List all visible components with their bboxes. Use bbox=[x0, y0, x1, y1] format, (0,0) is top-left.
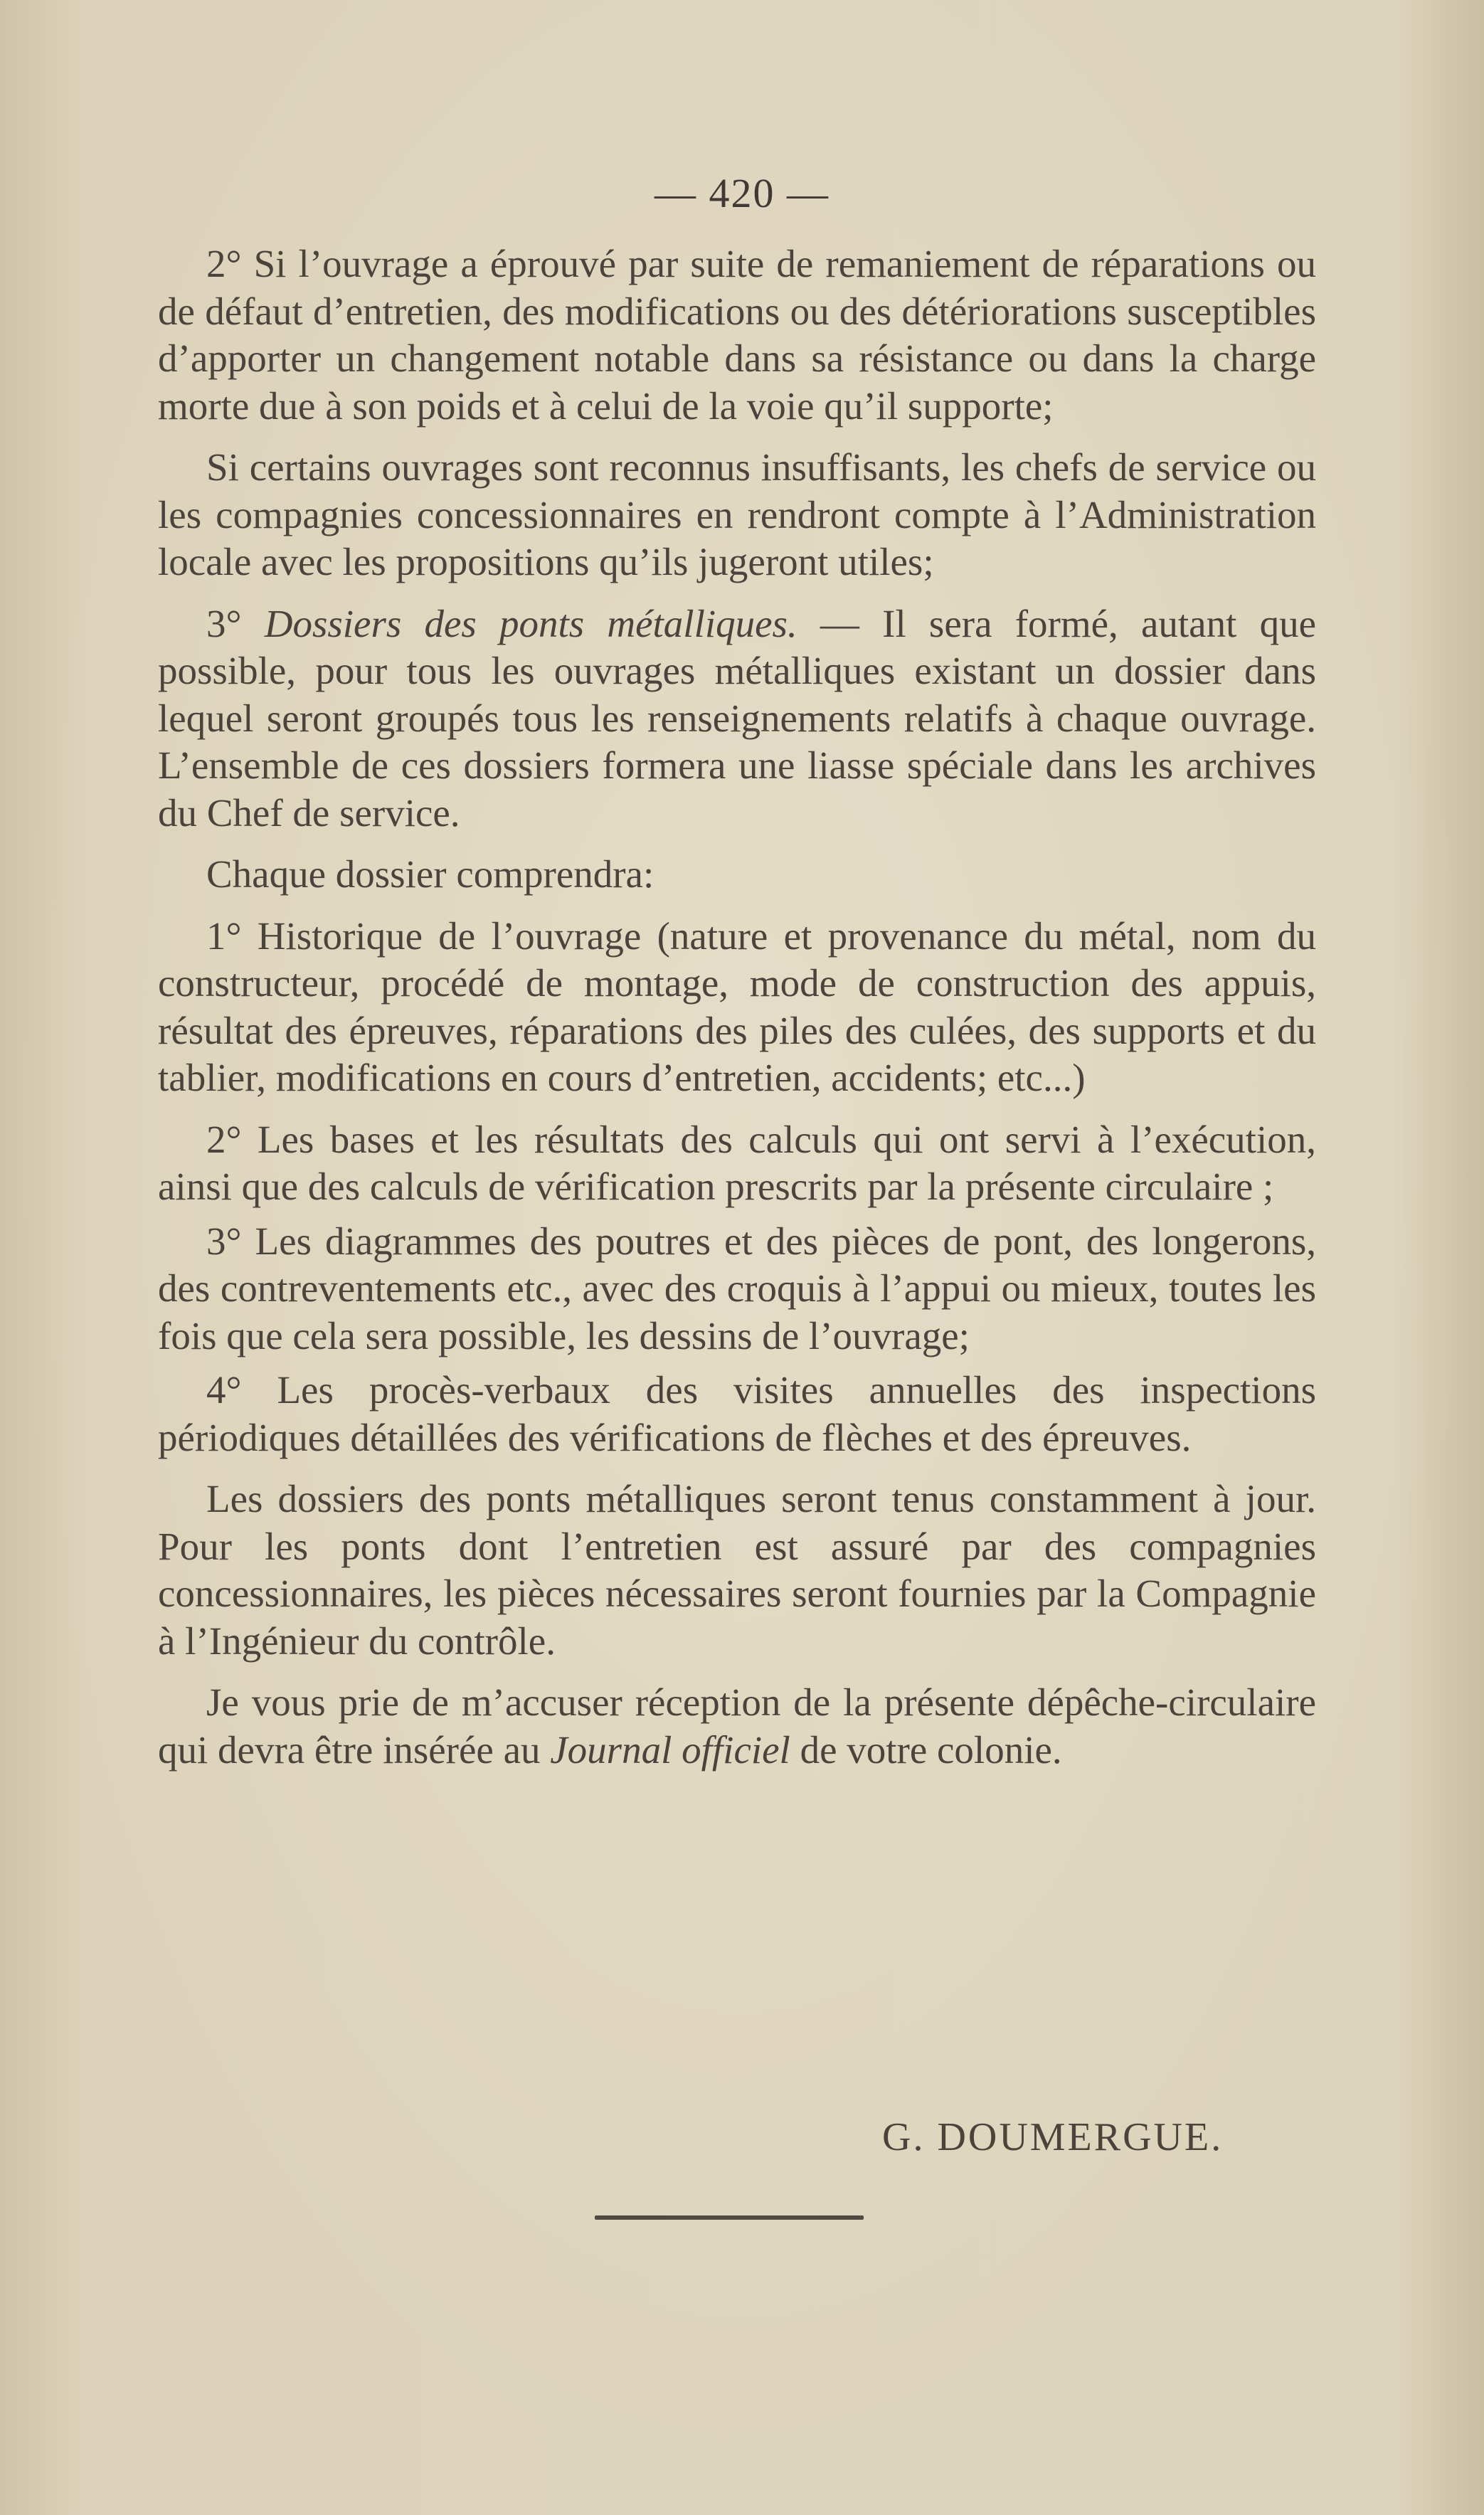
paragraph-text: Chaque dossier comprendra: bbox=[206, 852, 654, 896]
paragraph-2-condition bbox=[158, 240, 1316, 430]
paragraph-text: 4° Les procès-verbaux des visites annuelles des inspections périodiques détaillées des vérifications de flèches et des épreuves. bbox=[158, 1368, 1316, 1459]
paragraph-item-1 bbox=[158, 913, 1316, 1102]
paragraph-text: 2° Si l’ouvrage a éprouvé par suite de remaniement de réparations ou de défaut d’entretien, des modifications ou des détériorations susceptibles d’apporter un changement notable dans sa résistance ou dans la charge morte due à son poids et à celui de la voie qu’il supporte; bbox=[158, 242, 1316, 428]
paragraph-item-3 bbox=[158, 1218, 1316, 1360]
paragraph-text: Si certains ouvrages sont reconnus insuffisants, les chefs de service ou les compagnies concessionnaires en rendront compte à l’Administration locale avec les propositions qu’ils jugeront utiles; bbox=[158, 445, 1316, 583]
paragraph-3-dossiers bbox=[158, 600, 1316, 837]
paragraph-prefix: 3° bbox=[206, 601, 265, 645]
paragraph-text: — Il sera formé, autant que possible, pour tous les ouvrages métalliques existant un dossier dans lequel seront groupés tous les renseignements relatifs à chaque ouvrage. L’ensemble de ces dossiers formera une liasse spéciale dans les archives du Chef de service. bbox=[158, 601, 1316, 835]
paragraph-text: 3° Les diagrammes des poutres et des pièces de pont, des longerons, des contreventements etc., avec des croquis à l’appui ou mieux, toutes les fois que cela sera possible, les dessins de l’ouvrage; bbox=[158, 1219, 1316, 1357]
paragraph-text: de votre colonie. bbox=[790, 1727, 1062, 1772]
journal-title: Journal officiel bbox=[550, 1727, 790, 1772]
paragraph-closing bbox=[158, 1679, 1316, 1774]
paragraph-insufficient-works bbox=[158, 444, 1316, 586]
body-text bbox=[158, 240, 1316, 1774]
paragraph-dossiers-up-to-date bbox=[158, 1476, 1316, 1665]
signature: G. DOUMERGUE. bbox=[882, 2115, 1224, 2159]
paragraph-item-4 bbox=[158, 1367, 1316, 1461]
paragraph-each-dossier bbox=[158, 851, 1316, 899]
paragraph-text: 1° Historique de l’ouvrage (nature et provenance du métal, nom du constructeur, procédé de montage, mode de construction des appuis, résultat des épreuves, réparations des piles des culées, des supports et du tablier, modifications en cours d’entretien, accidents; etc...) bbox=[158, 914, 1316, 1099]
paragraph-prefix: Je vous prie de m’accuser réception de la présente dépêche-circulaire qui devra être insérée au bbox=[158, 1680, 1316, 1772]
page-number: — 420 — bbox=[654, 170, 830, 216]
paragraph-text: Les dossiers des ponts métalliques seront tenus constamment à jour. Pour les ponts dont l’entretien est assuré par des compagnies concessionnaires, les pièces nécessaires seront fournies par la Compagnie à l’Ingénieur du contrôle. bbox=[158, 1477, 1316, 1663]
paragraph-italic-heading: Dossiers des ponts métalliques. bbox=[264, 601, 797, 645]
paragraph-text: 2° Les bases et les résultats des calculs qui ont servi à l’exécution, ainsi que des calculs de vérification prescrits par la présente circulaire ; bbox=[158, 1117, 1316, 1208]
end-rule bbox=[595, 2215, 864, 2220]
paragraph-item-2 bbox=[158, 1116, 1316, 1211]
